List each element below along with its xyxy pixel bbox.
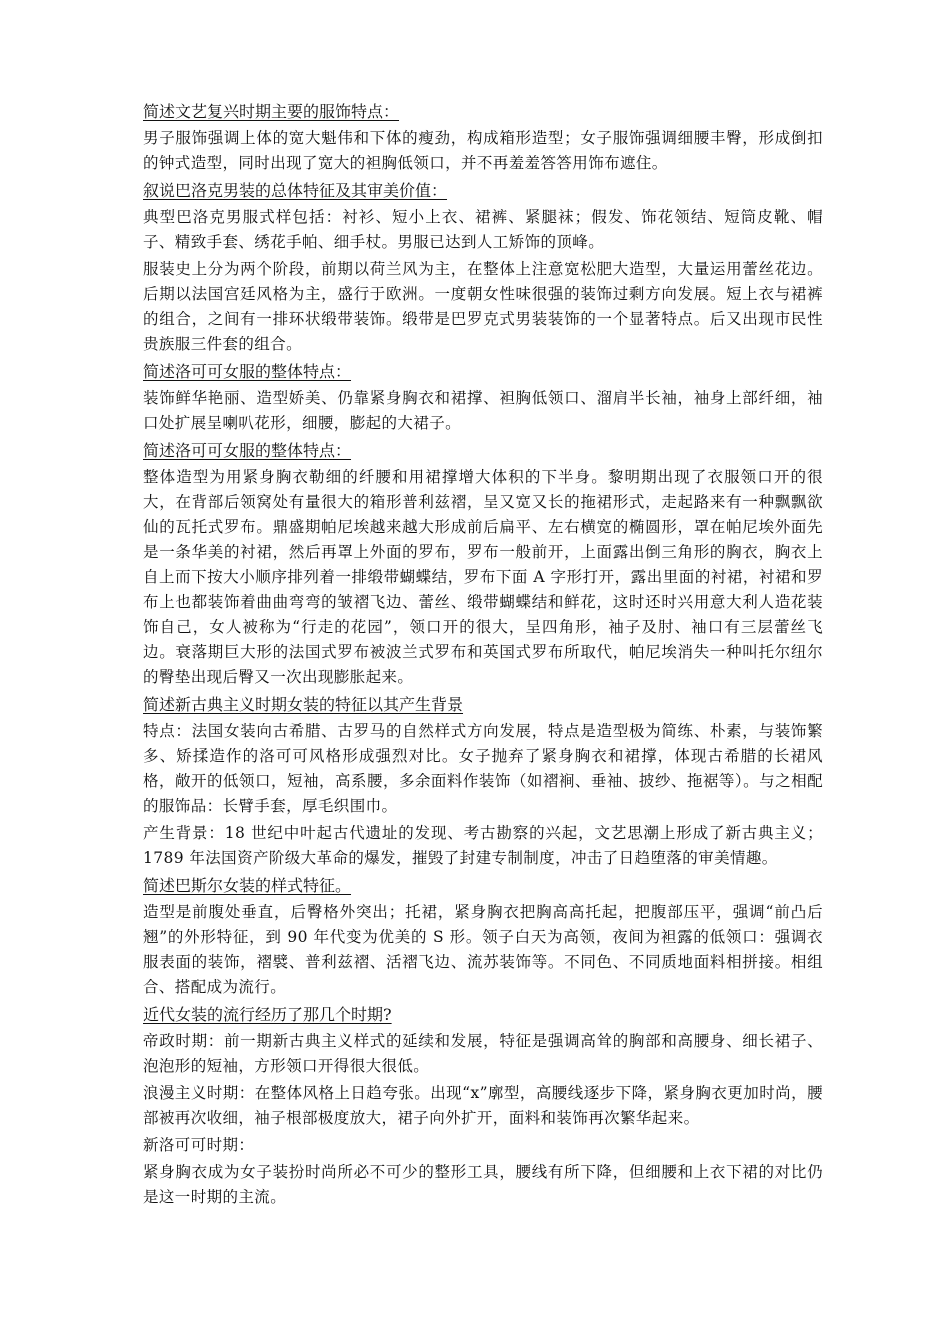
paragraph: 新洛可可时期： bbox=[143, 1136, 255, 1154]
section-heading: 简述洛可可女服的整体特点： bbox=[143, 362, 352, 381]
section-heading: 近代女装的流行经历了那几个时期? bbox=[143, 1005, 392, 1024]
paragraph: 服装史上分为两个阶段，前期以荷兰风为主，在整体上注意宽松肥大造型，大量运用蕾丝花边。后期以法国宫廷风格为主，盛行于欧洲。一度朝女性味很强的装饰过剩方向发展。短上衣与裙裤的组合，之间有一排环状缎带装饰。缎带是巴罗克式男装装饰的一个显著特点。后又出现市民性贵族服三件套的组合。 bbox=[143, 260, 823, 353]
section-heading: 简述巴斯尔女装的样式特征。 bbox=[143, 876, 352, 895]
section-heading: 简述文艺复兴时期主要的服饰特点： bbox=[143, 102, 400, 121]
section-heading: 简述洛可可女服的整体特点： bbox=[143, 441, 352, 460]
section-heading: 叙说巴洛克男装的总体特征及其审美价值： bbox=[143, 181, 448, 200]
section-heading: 简述新古典主义时期女装的特征以其产生背景 bbox=[143, 695, 464, 714]
paragraph: 男子服饰强调上体的宽大魁伟和下体的瘦劲，构成箱形造型；女子服饰强调细腰丰臀，形成倒扣的钟式造型，同时出现了宽大的袒胸低领口，并不再羞羞答答用饰布遮住。 bbox=[143, 129, 823, 172]
paragraph: 造型是前腹处垂直，后臀格外突出；托裙，紧身胸衣把胸高高托起，把腹部压平，强调“前凸后翘”的外形特征，到 90 年代变为优美的 S 形。领子白天为高领，夜间为袒露的低领口：强调衣服表面的装饰，褶襞、普利兹褶、活褶飞边、流苏装饰等。不同色、不同质地面料相拼接。相组合、搭配成为流行。 bbox=[143, 903, 823, 996]
paragraph: 装饰鲜华艳丽、造型娇美、仍靠紧身胸衣和裙撑、袒胸低领口、溜肩半长袖，袖身上部纤细，袖口处扩展呈喇叭花形，细腰，膨起的大裙子。 bbox=[143, 389, 823, 432]
paragraph: 浪漫主义时期：在整体风格上日趋夸张。出现“x”廓型，高腰线逐步下降，紧身胸衣更加时尚，腰部被再次收细，袖子根部极度放大，裙子向外扩开，面料和装饰再次繁华起来。 bbox=[143, 1084, 823, 1127]
paragraph: 紧身胸衣成为女子装扮时尚所必不可少的整形工具，腰线有所下降，但细腰和上衣下裙的对比仍是这一时期的主流。 bbox=[143, 1163, 823, 1206]
paragraph: 典型巴洛克男服式样包括：衬衫、短小上衣、裙裤、紧腿袜；假发、饰花领结、短筒皮靴、帽子、精致手套、绣花手帕、细手杖。男服已达到人工矫饰的顶峰。 bbox=[143, 208, 823, 251]
paragraph: 整体造型为用紧身胸衣勒细的纤腰和用裙撑增大体积的下半身。黎明期出现了衣服领口开的很大，在背部后领窝处有量很大的箱形普利兹褶，呈又宽又长的拖裙形式，走起路来有一种飘飘欲仙的瓦托式罗布。鼎盛期帕尼埃越来越大形成前后扁平、左右横宽的椭圆形，罩在帕尼埃外面先是一条华美的衬裙，然后再罩上外面的罗布，罗布一般前开，上面露出倒三角形的胸衣，胸衣上自上而下按大小顺序排列着一排缎带蝴蝶结，罗布下面 A 字形打开，露出里面的衬裙，衬裙和罗布上也都装饰着曲曲弯弯的皱褶飞边、蕾丝、缎带蝴蝶结和鲜花，这时还时兴用意大利人造花装饰自己，女人被称为“行走的花园”，领口开的很大，呈四角形，袖子及肘、袖口有三层蕾丝飞边。衰落期巨大形的法国式罗布被波兰式罗布和英国式罗布所取代，帕尼埃消失一种叫托尔纽尔的臀垫出现后臀又一次出现膨胀起来。 bbox=[143, 468, 823, 686]
paragraph: 特点：法国女装向古希腊、古罗马的自然样式方向发展，特点是造型极为简练、朴素，与装饰繁多、矫揉造作的洛可可风格形成强烈对比。女子抛弃了紧身胸衣和裙撑，体现古希腊的长裙风格，敞开的低领口，短袖，高系腰，多余面料作装饰（如褶裥、垂袖、披纱、拖裾等）。与之相配的服饰品：长臂手套，厚毛织围巾。 bbox=[143, 722, 823, 815]
document-page bbox=[143, 99, 823, 1212]
paragraph: 帝政时期：前一期新古典主义样式的延续和发展，特征是强调高耸的胸部和高腰身、细长裙子、泡泡形的短袖，方形领口开得很大很低。 bbox=[143, 1032, 823, 1075]
paragraph: 产生背景：18 世纪中叶起古代遗址的发现、考古勘察的兴起，文艺思潮上形成了新古典主义；1789 年法国资产阶级大革命的爆发，摧毁了封建专制制度，冲击了日趋堕落的审美情趣。 bbox=[143, 824, 823, 867]
